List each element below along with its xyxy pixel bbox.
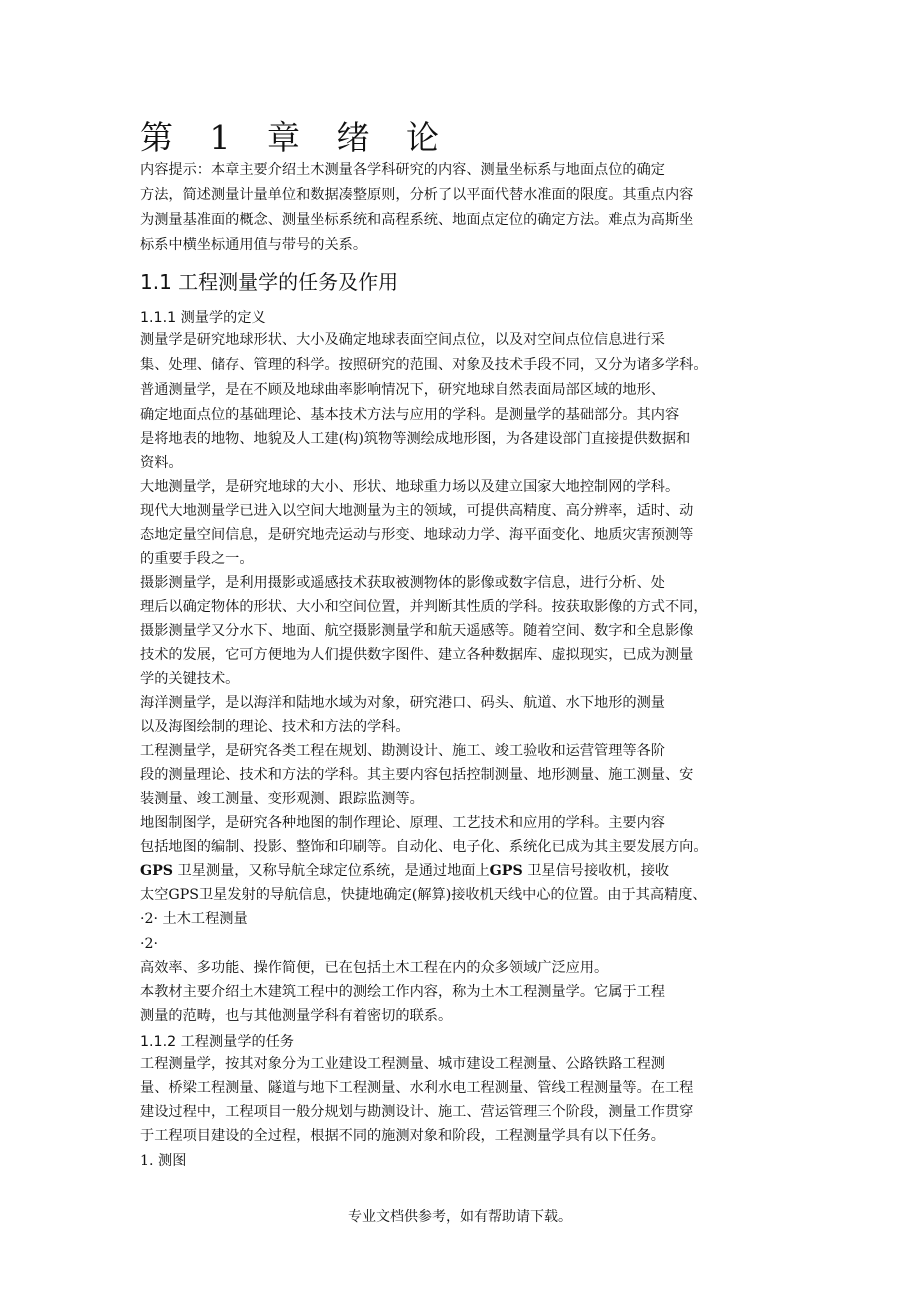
body-line: 以及海图绘制的理论、技术和方法的学科。 — [140, 719, 410, 735]
body-line: 本教材主要介绍土木建筑工程中的测绘工作内容，称为土木工程测量学。它属于工程 — [140, 984, 665, 1000]
subsection-heading: 1.1.2 工程测量学的任务 — [140, 1034, 295, 1050]
body-line: 是将地表的地物、地貌及人工建(构)筑物等测绘成地形图，为各建设部门直接提供数据和 — [140, 431, 691, 447]
body-line: 工程测量学，按其对象分为工业建设工程测量、城市建设工程测量、公路铁路工程测 — [140, 1056, 665, 1072]
section-heading: 1.1 工程测量学的任务及作用 — [140, 270, 399, 294]
body-line: 资料。 — [140, 455, 183, 471]
body-line: 大地测量学，是研究地球的大小、形状、地球重力场以及建立国家大地控制网的学科。 — [140, 479, 680, 495]
running-header: ·2· 土木工程测量 — [140, 911, 248, 927]
subsection-heading: 1.1.1 测量学的定义 — [140, 310, 266, 326]
body-line: 摄影测量学又分水下、地面、航空摄影测量学和航天遥感等。随着空间、数字和全息影像 — [140, 623, 694, 639]
body-line: 确定地面点位的基础理论、基本技术方法与应用的学科。是测量学的基础部分。其内容 — [140, 407, 680, 423]
list-item-heading: 1. 测图 — [140, 1153, 187, 1169]
body-line: 海洋测量学，是以海洋和陆地水域为对象，研究港口、码头、航道、水下地形的测量 — [140, 695, 665, 711]
body-line: 太空GPS卫星发射的导航信息，快捷地确定(解算)接收机天线中心的位置。由于其高精度、 — [140, 887, 707, 903]
page-footer: 专业文档供参考，如有帮助请下载。 — [348, 1209, 572, 1225]
body-line: 集、处理、储存、管理的科学。按照研究的范围、对象及技术手段不同，又分为诸多学科。 — [140, 357, 708, 373]
body-line: 建设过程中，工程项目一般分规划与勘测设计、施工、营运管理三个阶段，测量工作贯穿 — [140, 1104, 694, 1120]
gps-line — [140, 861, 669, 881]
body-line: 技术的发展，它可方便地为人们提供数字图件、建立各种数据库、虚拟现实，已成为测量 — [140, 647, 694, 663]
gps-term: GPS — [140, 863, 174, 879]
gps-term: GPS — [489, 863, 523, 879]
body-line: 高效率、多功能、操作简便，已在包括土木工程在内的众多领域广泛应用。 — [140, 960, 609, 976]
gps-text: 卫星测量，又称导航全球定位系统，是通过地面上 — [173, 863, 490, 879]
body-line: 装测量、竣工测量、变形观测、跟踪监测等。 — [140, 791, 424, 807]
body-line: 现代大地测量学已进入以空间大地测量为主的领域，可提供高精度、高分辨率，适时、动 — [140, 503, 694, 519]
page-number: ·2· — [140, 936, 159, 952]
body-line: 摄影测量学，是利用摄影或遥感技术获取被测物体的影像或数字信息，进行分析、处 — [140, 575, 665, 591]
body-line: 于工程项目建设的全过程，根据不同的施测对象和阶段，工程测量学具有以下任务。 — [140, 1128, 665, 1144]
body-line: 测量的范畴，也与其他测量学科有着密切的联系。 — [140, 1008, 453, 1024]
summary-line: 方法，简述测量计量单位和数据凑整原则，分析了以平面代替水准面的限度。其重点内容 — [140, 187, 694, 203]
body-line: 普通测量学，是在不顾及地球曲率影响情况下，研究地球自然表面局部区域的地形、 — [140, 382, 665, 398]
body-line: 段的测量理论、技术和方法的学科。其主要内容包括控制测量、地形测量、施工测量、安 — [140, 767, 694, 783]
body-line: 地图制图学，是研究各种地图的制作理论、原理、工艺技术和应用的学科。主要内容 — [140, 815, 665, 831]
chapter-title: 第 1 章 绪 论 — [140, 118, 452, 157]
body-line: 量、桥梁工程测量、隧道与地下工程测量、水利水电工程测量、管线工程测量等。在工程 — [140, 1080, 694, 1096]
body-line: 测量学是研究地球形状、大小及确定地球表面空间点位，以及对空间点位信息进行采 — [140, 332, 665, 348]
body-line: 包括地图的编制、投影、整饰和印刷等。自动化、电子化、系统化已成为其主要发展方向。 — [140, 839, 708, 855]
body-line: 理后以确定物体的形状、大小和空间位置，并判断其性质的学科。按获取影像的方式不同， — [140, 599, 708, 615]
gps-text: 卫星信号接收机，接收 — [522, 863, 670, 879]
summary-line: 标系中横坐标通用值与带号的关系。 — [140, 237, 368, 253]
body-line: 态地定量空间信息，是研究地壳运动与形变、地球动力学、海平面变化、地质灾害预测等 — [140, 527, 694, 543]
summary-line: 内容提示：本章主要介绍土木测量各学科研究的内容、测量坐标系与地面点位的确定 — [140, 162, 665, 178]
body-line: 学的关键技术。 — [140, 671, 240, 687]
body-line: 工程测量学，是研究各类工程在规划、勘测设计、施工、竣工验收和运营管理等各阶 — [140, 743, 665, 759]
summary-line: 为测量基准面的概念、测量坐标系统和高程系统、地面点定位的确定方法。难点为高斯坐 — [140, 212, 694, 228]
body-line: 的重要手段之一。 — [140, 551, 254, 567]
